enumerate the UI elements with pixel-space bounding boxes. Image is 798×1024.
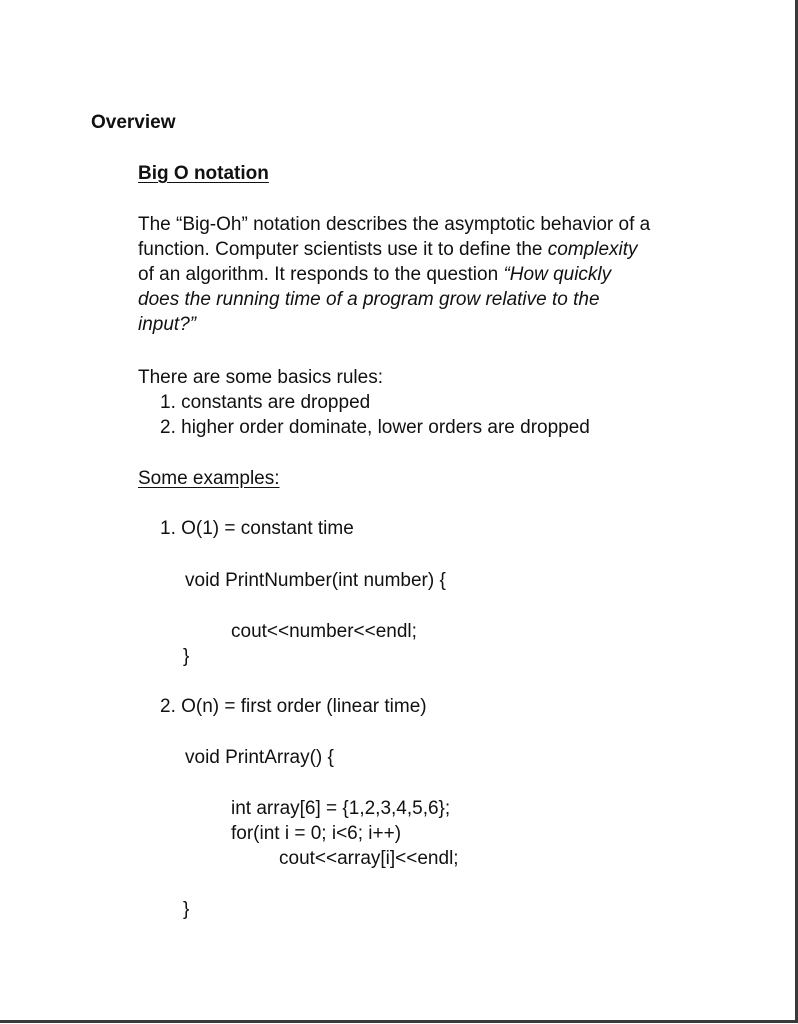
example-1-title: 1. O(1) = constant time [160,518,354,539]
example-2-code-array: int array[6] = {1,2,3,4,5,6}; [231,798,451,819]
example-2-code-close: } [183,899,190,920]
rule-item-1: 1. constants are dropped [160,392,371,413]
intro-question-line-2: does the running time of a program grow relative to the [138,289,600,310]
intro-line-2 [138,238,638,262]
examples-title: Some examples: [138,468,280,489]
example-2-code-signature: void PrintArray() { [185,747,334,768]
example-2-code-output: cout<<array[i]<<endl; [279,848,459,869]
intro-emphasis-complexity: complexity [547,239,638,260]
rules-lead: There are some basics rules: [138,367,383,388]
example-2-title: 2. O(n) = first order (linear time) [160,696,427,717]
section-title: Big O notation [138,163,269,184]
intro-line-3 [138,263,611,287]
example-1-code-signature: void PrintNumber(int number) { [185,570,446,591]
intro-line-2-text: function. Computer scientists use it to define the [138,239,548,260]
intro-line-3-text: of an algorithm. It responds to the question [138,264,504,285]
example-1-code-body: cout<<number<<endl; [231,621,417,642]
example-2-code-loop: for(int i = 0; i<6; i++) [231,823,402,844]
intro-line-1: The “Big-Oh” notation describes the asymptotic behavior of a [138,214,651,235]
rule-item-2: 2. higher order dominate, lower orders are dropped [160,417,590,438]
example-1-code-close: } [183,646,190,667]
intro-question-line-3: input?” [138,314,197,335]
intro-question-start: “How quickly [503,264,612,285]
page-heading: Overview [91,112,176,133]
